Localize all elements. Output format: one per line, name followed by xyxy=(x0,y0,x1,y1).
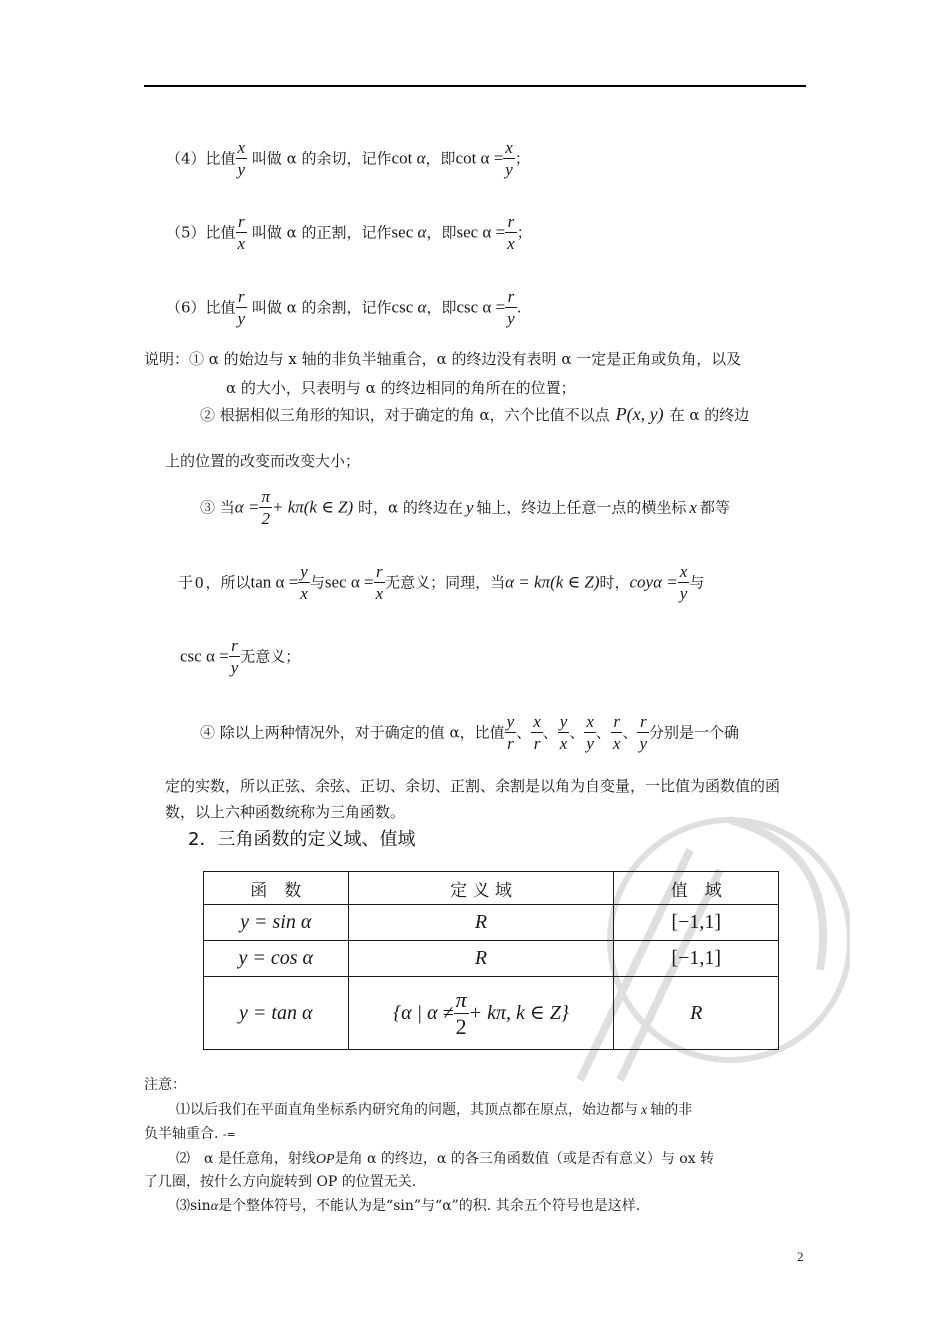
domain-cell: R xyxy=(348,941,614,977)
ratio-r-over-x: $\frac{r}{x}$ xyxy=(612,712,621,753)
cot-symbol: cot xyxy=(391,148,413,168)
table-header-row xyxy=(204,872,779,905)
ratio-x-over-r: $\frac{x}{r}$ xyxy=(533,712,541,753)
header-range: 值 域 xyxy=(614,872,779,905)
text: （4）比值 xyxy=(166,149,236,168)
domain-cell: {α | α ≠ $\frac{\pi}{2}$ + kπ, k ∈ Z} xyxy=(348,977,614,1050)
note-4-line-1: ④ 除以上两种情况外，对于确定的值 α，比值 $\frac{y}{r}$ 、 $\frac{x}{r}$ 、 $\frac{y}{x}$ 、 $\frac{x}{y}$ 、 $\frac{r}{x}$ 、 $\frac{r}{y}$ 分别是一个确 xyxy=(200,712,740,753)
note-4-line-3: 数，以上六种函数统称为三角函数。 xyxy=(165,803,406,821)
fraction-y-over-x: $\frac{y}{x}$ xyxy=(300,562,308,603)
fraction-x-over-y: $\frac{x}{y}$ xyxy=(237,138,246,179)
text: 叫做 α 的余切，记作 xyxy=(251,149,392,168)
note-2-line-2: 上的位置的改变而改变大小； xyxy=(165,452,361,470)
table-row xyxy=(204,977,779,1050)
csc-equation: csc α = xyxy=(456,297,506,317)
fraction-x-over-y: $\frac{x}{y}$ xyxy=(505,138,513,179)
fraction-x-over-y: $\frac{x}{y}$ xyxy=(679,562,688,603)
fraction-r-over-y: $\frac{r}{y}$ xyxy=(237,287,246,328)
function-cell: y = tan α xyxy=(204,977,349,1050)
fraction-r-over-x: $\frac{r}{x}$ xyxy=(375,562,384,603)
notes-item-1-line-1: ⑴以后我们在平面直角坐标系内研究角的问题，其顶点都在原点，始边都与 x 轴的非 xyxy=(176,1102,693,1118)
domain-range-table xyxy=(203,871,779,1050)
section-heading: 2．三角函数的定义域、值域 xyxy=(188,829,416,850)
ratio-x-over-y: $\frac{x}{y}$ xyxy=(586,712,594,753)
notes-item-1-line-2: 负半轴重合. -= xyxy=(144,1126,236,1142)
fraction-r-over-x: $\frac{r}{x}$ xyxy=(237,212,246,253)
function-cell: y = cos α xyxy=(204,941,349,977)
note-1-line-2: α 的大小，只表明与 α 的终边相同的角所在的位置； xyxy=(226,379,576,397)
notes-item-3: ⑶sinα是个整体符号，不能认为是“sin”与“α”的积. 其余五个符号也是这样. xyxy=(176,1198,641,1214)
notes-item-2-line-1: ⑵ α 是任意角，射线OP是角 α 的终边，α 的各三角函数值（或是否有意义）与 ox 转 xyxy=(176,1151,715,1167)
header-rule xyxy=(144,85,806,87)
sec-symbol: sec xyxy=(391,222,414,242)
range-cell: [−1,1] xyxy=(614,905,779,941)
fraction-r-over-y: $\frac{r}{y}$ xyxy=(230,636,239,677)
fraction-pi-over-2: $\frac{\pi}{2}$ xyxy=(261,487,270,528)
cot-equation: cot α = xyxy=(455,148,504,168)
notes-item-2-line-2: 了几圈，按什么方向旋转到 OP 的位置无关. xyxy=(144,1174,417,1190)
fraction-r-over-y: $\frac{r}{y}$ xyxy=(507,287,515,328)
range-cell: [−1,1] xyxy=(614,941,779,977)
note-3-line-2: 于 0 ，所以tan α = $\frac{y}{x}$ 与sec α = $\frac{r}{x}$ 无意义；同理，当α = kπ(k ∈ Z)时，coyα = $\frac{x}{y}$ 与 xyxy=(178,562,705,603)
note-1-line-1: 说明：① α 的始边与 x 轴的非负半轴重合，α 的终边没有表明 α 一定是正角或负角，以及 xyxy=(144,350,742,368)
sec-equation: sec α = xyxy=(456,222,506,242)
domain-cell: R xyxy=(348,905,614,941)
page-number: 2 xyxy=(797,1249,804,1264)
ratio-y-over-x: $\frac{y}{x}$ xyxy=(559,712,568,753)
notes-title: 注意： xyxy=(144,1077,186,1093)
note-3-line-3: csc α = $\frac{r}{y}$ 无意义； xyxy=(180,636,301,677)
note-2-line-1: ② 根据相似三角形的知识，对于确定的角 α，六个比值不以点 P(x, y) 在 α 的终边 xyxy=(200,404,750,424)
note-3-line-1: ③ 当α = $\frac{\pi}{2}$ + kπ(k ∈ Z) 时，α 的终边在 y 轴上，终边上任意一点的横坐标 x 都等 xyxy=(200,487,730,528)
ratio-r-over-y: $\frac{r}{y}$ xyxy=(639,712,648,753)
text: （5）比值 xyxy=(166,223,236,242)
csc-symbol: csc xyxy=(391,297,414,317)
table-row xyxy=(204,941,779,977)
fraction-pi-over-2: $\frac{\pi}{2}$ xyxy=(455,986,467,1039)
line-csc-definition: （6）比值 $\frac{r}{y}$ 叫做 α 的余割，记作csc α，即csc α = $\frac{r}{y}$ . xyxy=(166,287,522,328)
table-row xyxy=(204,905,779,941)
point-p: P(x, y) xyxy=(615,404,664,424)
fraction-r-over-x: $\frac{r}{x}$ xyxy=(507,212,515,253)
ratio-y-over-r: $\frac{y}{r}$ xyxy=(506,712,515,753)
header-function: 函 数 xyxy=(204,872,349,905)
header-domain: 定 义 域 xyxy=(348,872,614,905)
range-cell: R xyxy=(614,977,779,1050)
note-4-line-2: 定的实数，所以正弦、余弦、正切、余切、正割、余割是以角为自变量，一比值为函数值的函 xyxy=(165,777,781,795)
line-sec-definition: （5）比值 $\frac{r}{x}$ 叫做 α 的正割，记作sec α，即sec α = $\frac{r}{x}$ ； xyxy=(166,212,532,253)
line-cot-definition: （4）比值 $\frac{x}{y}$ 叫做 α 的余切，记作cot α，即cot α = $\frac{x}{y}$ ； xyxy=(166,138,530,179)
function-cell: y = sin α xyxy=(204,905,349,941)
